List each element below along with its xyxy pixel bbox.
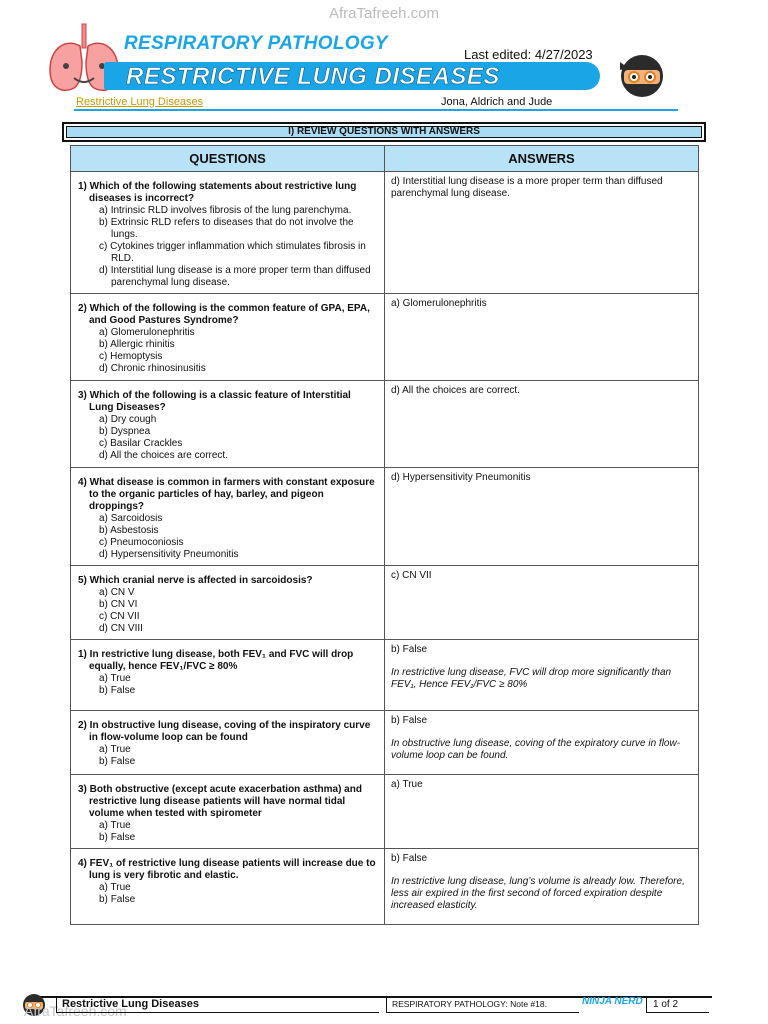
answer-option — [78, 327, 378, 339]
answer-explanation: In obstructive lung disease, coving of the expiratory curve in flow-volume loop can be found. — [391, 738, 681, 761]
qa-table — [70, 145, 699, 925]
page-number: 1 of 2 — [653, 999, 679, 1010]
last-edited: Last edited: 4/27/2023 — [464, 47, 593, 62]
option-text: False — [110, 894, 136, 905]
question-text: 5) Which cranial nerve is affected in sarcoidosis? — [78, 575, 313, 586]
option-letter: b) — [99, 685, 108, 696]
option-text: CN VII — [110, 611, 140, 622]
option-text: CN VIII — [110, 623, 143, 634]
answer-cell — [385, 566, 699, 640]
answer-explanation: In restrictive lung disease, lung’s volume is already low. Therefore, less air expired in the first second of forced expiration despite increased elasticity. — [391, 876, 685, 911]
table-row — [71, 468, 699, 566]
option-text: Hemoptysis — [110, 351, 163, 362]
answer-option — [78, 537, 378, 549]
answer-option — [78, 438, 378, 450]
page-number-box — [646, 998, 709, 1013]
page-title: RESTRICTIVE LUNG DISEASES — [126, 63, 500, 90]
question-text: 3) Which of the following is a classic feature of Interstitial Lung Diseases? — [78, 390, 351, 413]
answer-option — [78, 241, 378, 265]
answer-option — [78, 894, 378, 906]
footer-title: Restrictive Lung Diseases — [62, 998, 199, 1010]
option-letter: d) — [99, 549, 108, 560]
table-row — [71, 640, 699, 711]
option-letter: d) — [99, 450, 108, 461]
question-text: 4) What disease is common in farmers with constant exposure to the organic particles of hay, barley, and pigeon droppings? — [78, 477, 375, 512]
option-letter: c) — [99, 438, 108, 449]
option-text: True — [110, 744, 131, 755]
option-text: True — [110, 673, 131, 684]
watermark-top: AfraTafreeh.com — [328, 5, 440, 22]
option-text: Glomerulonephritis — [110, 327, 195, 338]
answer-option — [78, 205, 378, 217]
answer-option — [78, 673, 378, 685]
answer-option — [78, 265, 378, 289]
authors: Jona, Aldrich and Jude — [441, 96, 553, 108]
option-letter: c) — [99, 351, 108, 362]
option-letter: a) — [99, 414, 108, 425]
option-text: True — [110, 820, 131, 831]
option-text: CN V — [110, 587, 135, 598]
answer-cell — [385, 711, 699, 775]
answer-option — [78, 611, 378, 623]
option-letter: a) — [99, 327, 108, 338]
answer-text: b) False — [391, 853, 428, 864]
answer-option — [78, 882, 378, 894]
question-text: 1) Which of the following statements about restrictive lung diseases is incorrect? — [78, 181, 357, 204]
answer-option — [78, 363, 378, 375]
answer-option — [78, 599, 378, 611]
answer-text: d) Interstitial lung disease is a more proper term than diffused parenchymal lung disease. — [391, 176, 663, 199]
question-cell — [71, 172, 385, 294]
option-text: Hypersensitivity Pneumonitis — [110, 549, 239, 560]
question-cell — [71, 468, 385, 566]
header-divider — [74, 109, 678, 111]
answer-text: d) Hypersensitivity Pneumonitis — [391, 472, 531, 483]
option-text: All the choices are correct. — [110, 450, 228, 461]
answer-text: c) CN VII — [391, 570, 432, 581]
footer-note: RESPIRATORY PATHOLOGY: Note #18. — [392, 999, 547, 1009]
option-text: Asbestosis — [110, 525, 159, 536]
watermark-bottom: AfraTafreeh.com — [24, 1003, 127, 1019]
option-letter: c) — [99, 611, 108, 622]
answer-option — [78, 623, 378, 635]
option-text: Interstitial lung disease is a more proper term than diffused parenchymal lung disease. — [110, 265, 371, 288]
option-letter: a) — [99, 673, 108, 684]
question-text: 2) In obstructive lung disease, coving of the inspiratory curve in flow-volume loop can be found — [78, 720, 371, 743]
option-letter: a) — [99, 820, 108, 831]
option-text: False — [110, 685, 136, 696]
footer-note-box — [386, 998, 579, 1013]
option-letter: b) — [99, 832, 108, 843]
question-text: 4) FEV₁ of restrictive lung disease patients will increase due to lung is very fibrotic and elastic. — [78, 858, 376, 881]
table-row — [71, 294, 699, 381]
question-cell — [71, 640, 385, 711]
option-letter: b) — [99, 599, 108, 610]
question-cell — [71, 566, 385, 640]
answer-option — [78, 756, 378, 768]
answer-cell — [385, 775, 699, 849]
answer-option — [78, 744, 378, 756]
option-letter: d) — [99, 623, 108, 634]
answer-cell — [385, 381, 699, 468]
answer-cell — [385, 294, 699, 381]
answer-option — [78, 414, 378, 426]
option-letter: a) — [99, 205, 108, 216]
option-text: Allergic rhinitis — [110, 339, 175, 350]
answer-option — [78, 525, 378, 537]
ninja-mascot-icon — [612, 48, 668, 100]
option-letter: c) — [99, 241, 108, 252]
table-row — [71, 775, 699, 849]
answers-column-header: ANSWERS — [385, 146, 699, 172]
section-heading: I) REVIEW QUESTIONS WITH ANSWERS — [66, 126, 702, 138]
option-text: Dyspnea — [110, 426, 151, 437]
question-cell — [71, 381, 385, 468]
option-text: Pneumoconiosis — [110, 537, 184, 548]
question-cell — [71, 775, 385, 849]
answer-cell — [385, 468, 699, 566]
answer-option — [78, 587, 378, 599]
option-text: Cytokines trigger inflammation which stimulates fibrosis in RLD. — [110, 241, 366, 264]
answer-cell — [385, 172, 699, 294]
answer-text: b) False — [391, 644, 428, 655]
option-letter: a) — [99, 587, 108, 598]
option-letter: b) — [99, 756, 108, 767]
question-text: 2) Which of the following is the common feature of GPA, EPA, and Good Pastures Syndrome? — [78, 303, 370, 326]
answer-option — [78, 685, 378, 697]
answer-text: a) Glomerulonephritis — [391, 298, 487, 309]
answer-option — [78, 832, 378, 844]
table-row — [71, 381, 699, 468]
answer-option — [78, 217, 378, 241]
question-text: 3) Both obstructive (except acute exacerbation asthma) and restrictive lung disease patients will have normal tidal volume when tested with spirometer — [78, 784, 362, 819]
option-letter: b) — [99, 426, 108, 437]
option-letter: b) — [99, 339, 108, 350]
answer-option — [78, 513, 378, 525]
questions-column-header: QUESTIONS — [71, 146, 385, 172]
answer-explanation: In restrictive lung disease, FVC will drop more significantly than FEV₁, Hence FEV₁/FVC ≥ 80% — [391, 667, 672, 690]
sub-topic-link[interactable]: Restrictive Lung Diseases — [76, 96, 204, 108]
answer-option — [78, 820, 378, 832]
option-text: False — [110, 756, 136, 767]
answer-option — [78, 426, 378, 438]
option-text: False — [110, 832, 136, 843]
option-letter: d) — [99, 363, 108, 374]
option-text: Intrinsic RLD involves fibrosis of the lung parenchyma. — [110, 205, 352, 216]
question-cell — [71, 294, 385, 381]
option-letter: b) — [99, 894, 108, 905]
option-letter: b) — [99, 217, 108, 228]
question-cell — [71, 711, 385, 775]
option-text: Extrinsic RLD refers to diseases that do not involve the lungs. — [110, 217, 354, 240]
option-letter: a) — [99, 744, 108, 755]
answer-option — [78, 351, 378, 363]
option-text: Dry cough — [110, 414, 157, 425]
option-text: True — [110, 882, 131, 893]
option-text: CN VI — [110, 599, 138, 610]
answer-cell — [385, 849, 699, 925]
answer-text: b) False — [391, 715, 428, 726]
option-letter: a) — [99, 513, 108, 524]
option-text: Sarcoidosis — [110, 513, 163, 524]
answer-cell — [385, 640, 699, 711]
option-text: Basilar Crackles — [110, 438, 183, 449]
option-letter: b) — [99, 525, 108, 536]
answer-option — [78, 450, 378, 462]
answer-option — [78, 549, 378, 561]
question-text: 1) In restrictive lung disease, both FEV₁ and FVC will drop equally, hence FEV₁/FVC ≥ 80% — [78, 649, 354, 672]
table-row — [71, 711, 699, 775]
course-title: RESPIRATORY PATHOLOGY — [124, 33, 388, 54]
answer-text: d) All the choices are correct. — [391, 385, 520, 396]
table-row — [71, 849, 699, 925]
footer-logo: NINJA NERD — [582, 996, 643, 1007]
option-letter: d) — [99, 265, 108, 276]
table-row — [71, 172, 699, 294]
question-cell — [71, 849, 385, 925]
answer-option — [78, 339, 378, 351]
answer-text: a) True — [391, 779, 423, 790]
option-text: Chronic rhinosinusitis — [110, 363, 206, 374]
option-letter: a) — [99, 882, 108, 893]
table-row — [71, 566, 699, 640]
section-heading-box — [62, 122, 706, 142]
option-letter: c) — [99, 537, 108, 548]
